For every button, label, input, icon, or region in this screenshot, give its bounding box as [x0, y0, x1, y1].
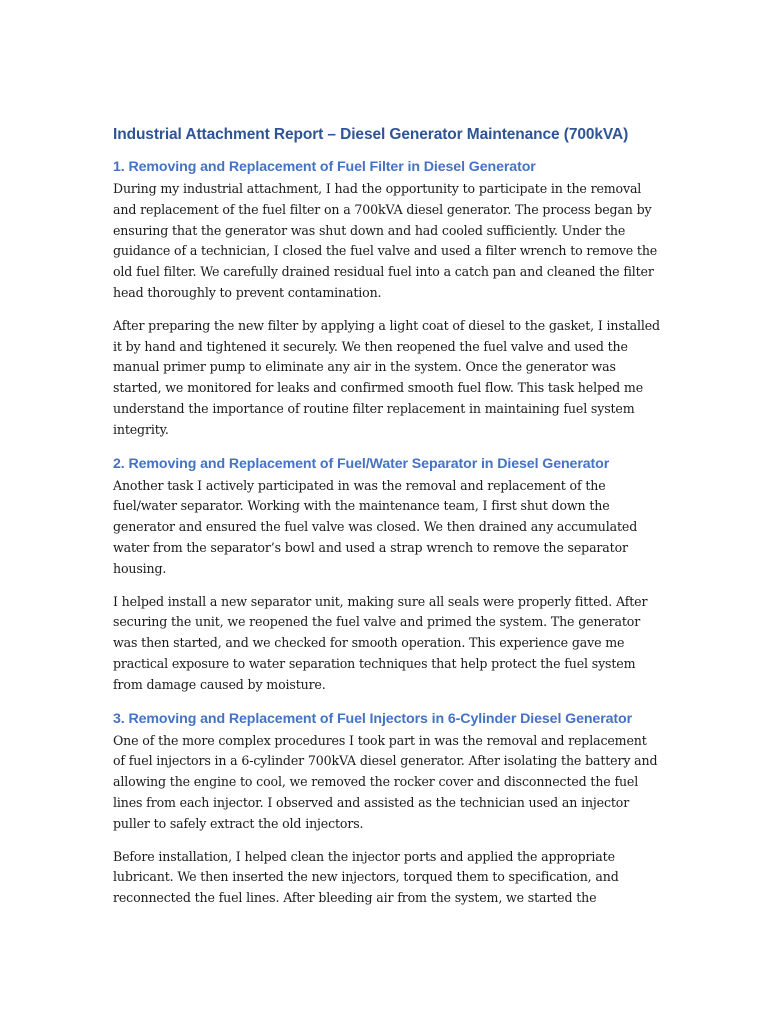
section-heading: 1. Removing and Replacement of Fuel Filter in Diesel Generator — [113, 159, 536, 175]
document-body — [113, 124, 661, 921]
document-title: Industrial Attachment Report – Diesel Generator Maintenance (700kVA) — [113, 126, 629, 143]
paragraph: I helped install a new separator unit, making sure all seals were properly fitted. After securing the unit, we reopened the fuel valve and primed the system. The generator was then started, and we checked for smooth operation. This experience gave me practical exposure to water separation techniques that help protect the fuel system from damage caused by moisture. — [113, 593, 648, 692]
paragraph: Another task I actively participated in was the removal and replacement of the fuel/water separator. Working with the maintenance team, I first shut down the generator and ensured the fuel valve was closed. We then drained any accumulated water from the separator’s bowl and used a strap wrench to remove the separator housing. — [113, 477, 638, 576]
paragraph: Before installation, I helped clean the injector ports and applied the appropriate lubricant. We then inserted the new injectors, torqued them to specification, and reconnected the fuel lines. After bleeding air from the system, we started the — [113, 848, 619, 906]
paragraph: During my industrial attachment, I had the opportunity to participate in the removal and replacement of the fuel filter on a 700kVA diesel generator. The process began by ensuring that the generator was shut down and had cooled sufficiently. Under the guidance of a technician, I closed the fuel valve and used a filter wrench to remove the old fuel filter. We carefully drained residual fuel into a catch pan and cleaned the filter head thoroughly to prevent contamination. — [113, 181, 658, 300]
section-heading: 2. Removing and Replacement of Fuel/Water Separator in Diesel Generator — [113, 455, 610, 472]
section-fuel-injectors — [113, 709, 661, 909]
paragraph: After preparing the new filter by applying a light coat of diesel to the gasket, I installed it by hand and tightened it securely. We then reopened the fuel valve and used the manual primer pump to eliminate any air in the system. Once the generator was started, we monitored for leaks and confirmed smooth fuel flow. This task helped me understand the importance of routine filter replacement in maintaining fuel system integrity. — [113, 317, 660, 437]
section-heading: 3. Removing and Replacement of Fuel Injectors in 6-Cylinder Diesel Generator — [113, 710, 633, 727]
paragraph: One of the more complex procedures I took part in was the removal and replacement of fuel injectors in a 6-cylinder 700kVA diesel generator. After isolating the battery and allowing the engine to cool, we removed the rocker cover and disconnected the fuel lines from each injector. I observed and assisted as the technician used an injector puller to safely extract the old injectors. — [113, 732, 658, 831]
section-fuel-water-separator — [113, 454, 661, 696]
section-fuel-filter — [113, 157, 661, 441]
